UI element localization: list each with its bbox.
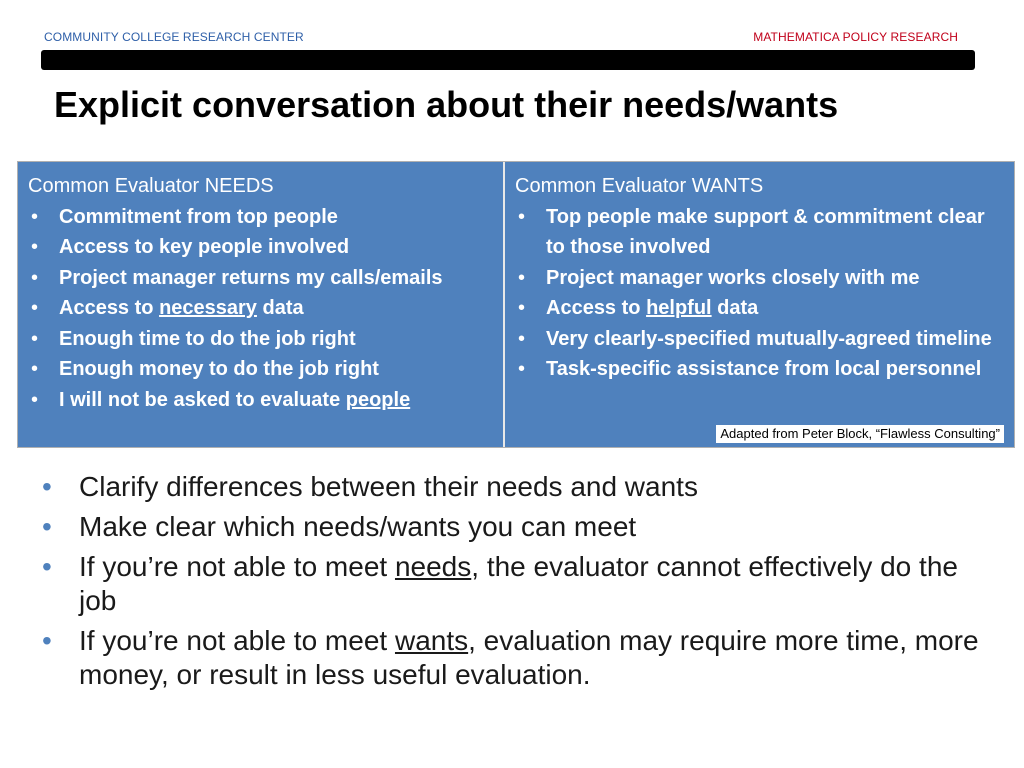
needs-item: [28, 385, 493, 416]
bullet-icon: •: [42, 471, 52, 502]
item-text-before: Access to: [546, 297, 647, 319]
bullet-icon: •: [31, 205, 39, 228]
bullet-icon: •: [31, 266, 39, 289]
bullet-icon: •: [518, 358, 526, 380]
wants-heading: Common Evaluator WANTS: [515, 175, 764, 197]
bullet-icon: •: [42, 625, 52, 656]
item-text: Make clear which needs/wants you can meet: [79, 511, 637, 542]
item-text: Enough time to do the job right: [59, 327, 356, 350]
wants-item: [515, 293, 1004, 324]
needs-heading: Common Evaluator NEEDS: [28, 175, 274, 197]
item-text: Clarify differences between their needs and wants: [79, 471, 698, 502]
item-text-underlined: wants: [394, 625, 469, 656]
item-text-before: I will not be asked to evaluate: [59, 388, 346, 411]
takeaway-item: [38, 624, 988, 692]
takeaway-list: [38, 470, 988, 698]
bullet-icon: •: [42, 551, 52, 582]
item-text: Project manager returns my calls/emails: [59, 266, 443, 289]
needs-list: [28, 202, 493, 416]
needs-item: [28, 232, 493, 263]
item-text-underlined: people: [345, 388, 411, 411]
item-text-after: , evaluation may require more time, more money, or result in less useful evaluation.: [79, 625, 979, 690]
takeaway-item: [38, 510, 988, 544]
item-text: Very clearly-specified mutually-agreed timeline: [546, 327, 992, 350]
takeaway-item: [38, 550, 988, 618]
item-text: Commitment from top people: [59, 205, 338, 228]
wants-item: [515, 354, 1004, 385]
needs-column: [18, 162, 505, 447]
takeaway-item: [38, 470, 988, 504]
header-right-label: MATHEMATICA POLICY RESEARCH: [753, 30, 958, 44]
item-text-underlined: necessary: [159, 297, 257, 319]
wants-column: [505, 162, 1014, 447]
item-text-before: Access to: [59, 297, 160, 319]
bullet-icon: •: [31, 236, 39, 258]
item-text-before: If you’re not able to meet: [79, 625, 395, 656]
slide-title: Explicit conversation about their needs/wants: [54, 84, 839, 125]
wants-item: [515, 202, 1004, 263]
item-text: Enough money to do the job right: [59, 358, 379, 380]
item-text-after: data: [711, 297, 759, 319]
bullet-icon: •: [31, 358, 39, 380]
item-text-underlined: needs: [394, 551, 472, 582]
item-text: Task-specific assistance from local personnel: [546, 358, 982, 380]
needs-item: [28, 354, 493, 385]
needs-item: [28, 202, 493, 233]
item-text-after: , the evaluator cannot effectively do the job: [79, 551, 958, 616]
wants-item: [515, 324, 1004, 355]
attribution-note: Adapted from Peter Block, “Flawless Consulting”: [716, 425, 1004, 443]
needs-item: [28, 293, 493, 324]
needs-item: [28, 263, 493, 294]
wants-list: [515, 202, 1004, 385]
item-text-before: If you’re not able to meet: [79, 551, 395, 582]
needs-item: [28, 324, 493, 355]
bullet-icon: •: [518, 327, 526, 350]
bullet-icon: •: [42, 511, 52, 542]
bullet-icon: •: [31, 297, 39, 319]
needs-wants-table: [17, 161, 1015, 448]
wants-item: [515, 263, 1004, 294]
bullet-icon: •: [518, 266, 526, 289]
item-text: Project manager works closely with me: [546, 266, 920, 289]
bullet-icon: •: [518, 205, 526, 228]
bullet-icon: •: [31, 327, 39, 350]
bullet-icon: •: [518, 297, 526, 319]
item-text: Top people make support & commitment clear to those involved: [546, 205, 985, 258]
header-divider-bar: [41, 50, 975, 70]
item-text-after: data: [256, 297, 304, 319]
header-left-label: COMMUNITY COLLEGE RESEARCH CENTER: [44, 30, 304, 44]
item-text: Access to key people involved: [59, 236, 350, 258]
bullet-icon: •: [31, 388, 39, 411]
item-text-underlined: helpful: [646, 297, 712, 319]
